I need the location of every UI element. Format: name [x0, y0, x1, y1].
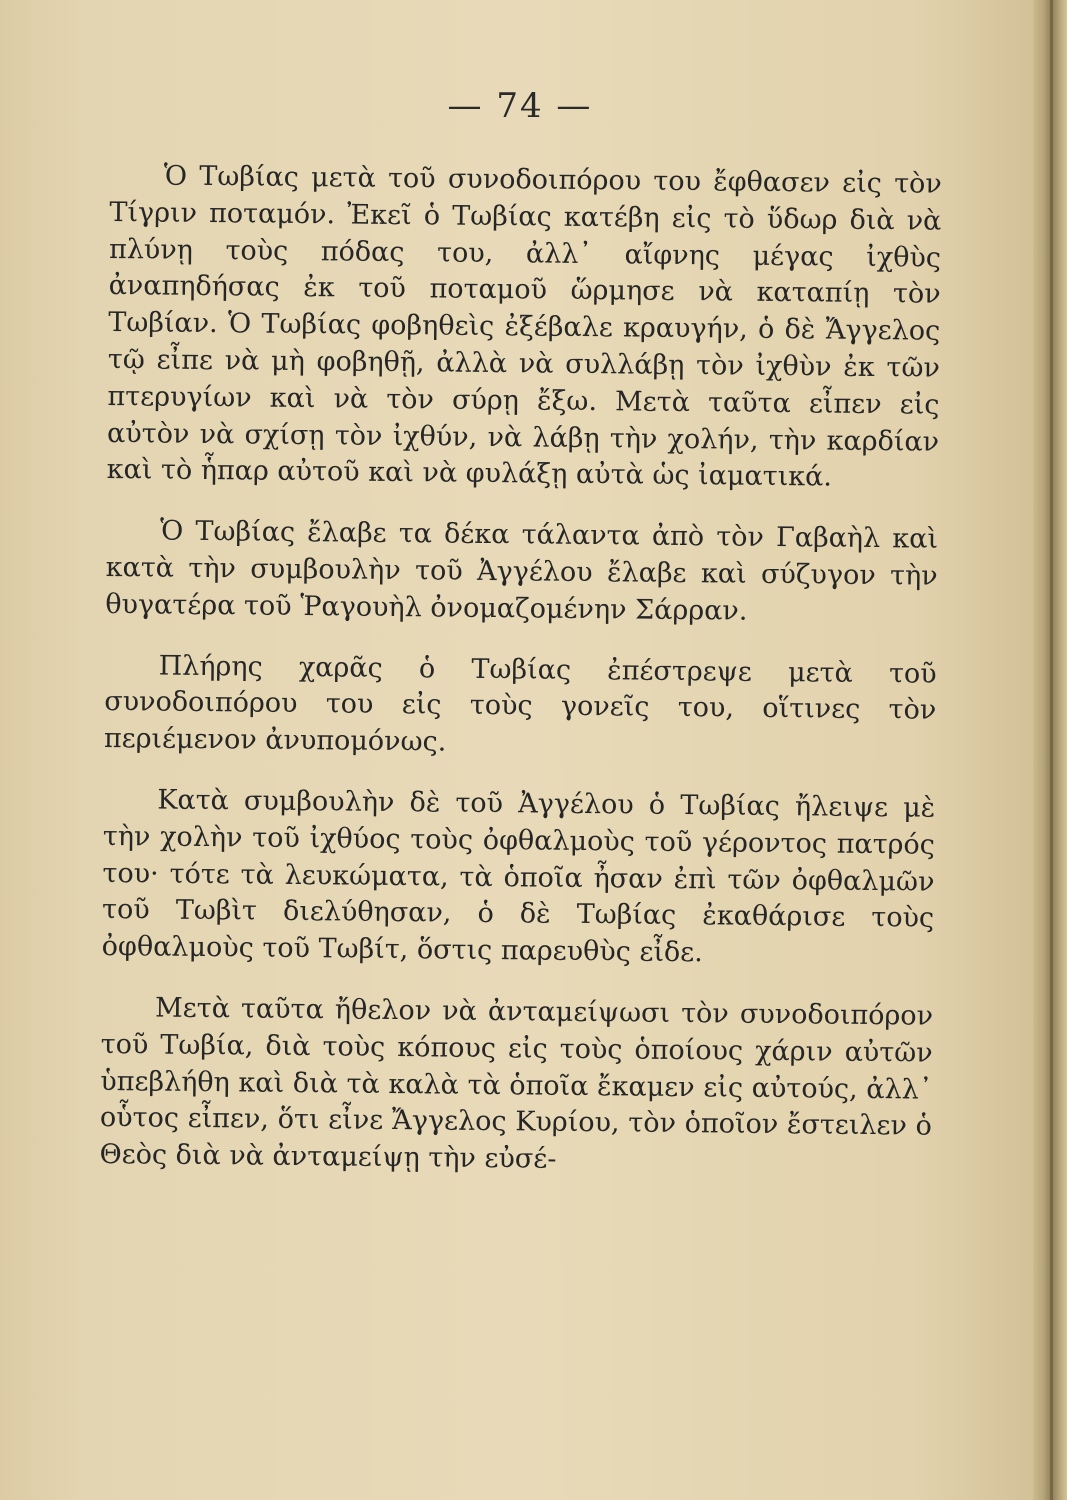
paragraph-2: Ὁ Τωβίας ἔλαβε τα δέκα τάλαντα ἀπὸ τὸν Γαβαὴλ καὶ κατὰ τὴν συμβουλὴν τοῦ Ἀγγέλου ἔλαβε καὶ σύζυγον τὴν θυγατέρα τοῦ Ῥαγουὴλ ὀνομαζομένην Σάρραν. — [105, 515, 939, 627]
paragraph-4: Κατὰ συμβουλὴν δὲ τοῦ Ἀγγέλου ὁ Τωβίας ἤλειψε μὲ τὴν χολὴν τοῦ ἰχθύος τοὺς ὀφθαλμοὺς τοῦ γέροντος πατρός του· τότε τὰ λευκώματα, τὰ ὁποῖα ἦσαν ἐπὶ τῶν ὀφθαλμῶν τοῦ Τωβὶτ διελύθησαν, ὁ δὲ Τωβίας ἐκαθάρισε τοὺς ὀφθαλμοὺς τοῦ Τωβίτ, ὅστις παρευθὺς εἶδε. — [101, 784, 936, 969]
body-text — [99, 158, 942, 1207]
paragraph-5: Μετὰ ταῦτα ἤθελον νὰ ἀνταμείψωσι τὸν συνοδοιπόρον τοῦ Τωβία, διὰ τοὺς κόπους εἰς τοὺς ὁποίους χάριν αὐτῶν ὑπεβλήθη καὶ διὰ τὰ καλὰ τὰ ὁποῖα ἔκαμεν εἰς αὐτούς, ἀλλ᾽ οὗτος εἶπεν, ὅτι εἶνε Ἄγγελος Κυρίου, τὸν ὁποῖον ἔστειλεν ὁ Θεὸς διὰ νὰ ἀνταμείψῃ τὴν εὐσέ- — [99, 992, 934, 1175]
paragraph-1: Ὁ Τωβίας μετὰ τοῦ συνοδοιπόρου του ἔφθασεν εἰς τὸν Τίγριν ποταμόν. Ἐκεῖ ὁ Τωβίας κατέβη εἰς τὸ ὕδωρ διὰ νὰ πλύνῃ τοὺς πόδας του, ἀλλ᾽ αἴφνης μέγας ἰχθὺς ἀναπηδήσας ἐκ τοῦ ποταμοῦ ὥρμησε νὰ καταπίῃ τὸν Τωβίαν. Ὁ Τωβίας φοβηθεὶς ἐξέβαλε κραυγήν, ὁ δὲ Ἄγγελος τῷ εἶπε νὰ μὴ φοβηθῇ, ἀλλὰ νὰ συλλάβῃ τὸν ἰχθὺν ἐκ τῶν πτερυγίων καὶ νὰ τὸν σύρῃ ἔξω. Μετὰ ταῦτα εἶπεν εἰς αὐτὸν νὰ σχίσῃ τὸν ἰχθύν, νὰ λάβῃ τὴν χολήν, τὴν καρδίαν καὶ τὸ ἧπαρ αὐτοῦ καὶ νὰ φυλάξῃ αὐτὰ ὡς ἰαματικά. — [106, 160, 942, 493]
page-number: — 74 — — [447, 86, 593, 126]
paragraph-3: Πλήρης χαρᾶς ὁ Τωβίας ἐπέστρεψε μετὰ τοῦ συνοδοιπόρου του εἰς τοὺς γονεῖς του, οἵτινες τὸν περιέμενον ἀνυπομόνως. — [103, 650, 937, 758]
binding-edge-line — [1050, 0, 1053, 1500]
book-binding — [1033, 0, 1067, 1500]
